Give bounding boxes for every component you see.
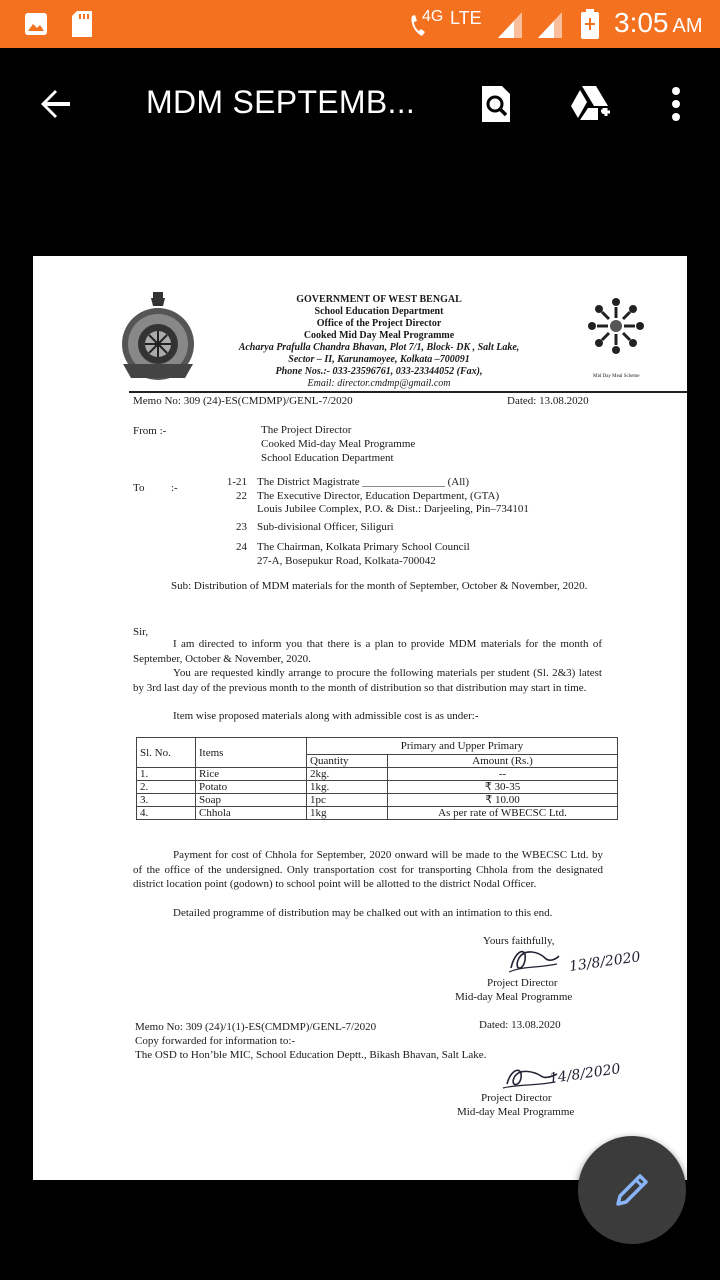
header-government: GOVERNMENT OF WEST BENGAL (296, 294, 462, 305)
body-paragraph-1: I am directed to inform you that there is a plan to provide MDM materials for the month of September, October & November, 2020. (133, 638, 602, 665)
signal-strength-icon (496, 10, 524, 40)
salutation: Sir, (133, 626, 149, 638)
search-document-icon[interactable] (478, 84, 514, 124)
cell-amount: -- (388, 768, 618, 781)
cell-item: Chhola (196, 807, 307, 820)
body-paragraph-4: Payment for cost of Chhola for September, 2020 onward will be made to the WBECSC Ltd. by of the office of the undersigned. Only transportation cost for transporting Chhola from the designated district location point (godown) to school point will be allotted to the district Nodal Officer. (133, 849, 603, 890)
cell-item: Rice (196, 768, 307, 781)
edit-fab-button[interactable] (578, 1136, 686, 1244)
recipient-text: Sub-divisional Officer, Siliguri (257, 521, 394, 533)
body-paragraph-3: Item wise proposed materials along with admissible cost is as under:- (173, 710, 479, 722)
from-line-1: The Project Director (261, 424, 352, 436)
header-office: Office of the Project Director (316, 318, 442, 329)
signer-title: Project Director (487, 977, 558, 989)
to-label: To (133, 482, 145, 494)
copy-forwarded-line: Copy forwarded for information to:- (135, 1035, 296, 1047)
network-type-label: 4G (422, 8, 444, 25)
header-department: School Education Department (314, 306, 444, 317)
cell-qty: 1kg (307, 807, 388, 820)
from-line-2: Cooked Mid-day Meal Programme (261, 438, 416, 450)
table-row (137, 768, 618, 781)
image-notification-icon (24, 12, 48, 36)
sd-card-icon (70, 10, 94, 38)
pencil-edit-icon (612, 1170, 652, 1210)
header-phone: Phone Nos.:- 033-23596761, 033-23344052 (Fax), (275, 366, 483, 377)
header-primary-upper: Primary and Upper Primary (307, 738, 618, 755)
header-slno: Sl. No. (137, 738, 196, 768)
mid-day-meal-logo-icon (581, 296, 651, 358)
subject-line: Sub: Distribution of MDM materials for the month of September, October & November, 2020. (171, 580, 588, 592)
cell-slno: 2. (137, 781, 196, 794)
memo-date: Dated: 13.08.2020 (507, 395, 589, 407)
more-vert-icon[interactable] (668, 86, 684, 122)
table-row (137, 794, 618, 807)
recipient-num: 23 (236, 521, 247, 533)
logo-caption: Mid Day Meal Scheme (593, 374, 640, 379)
cell-item: Potato (196, 781, 307, 794)
document-page[interactable] (33, 256, 687, 1180)
signature-2-date: 14/8/2020 (548, 1061, 622, 1087)
drive-add-icon[interactable] (568, 84, 616, 124)
recipient-text: Louis Jubilee Complex, P.O. & Dist.: Darjeeling, Pin–734101 (257, 503, 529, 515)
header-divider (129, 391, 687, 393)
status-bar (0, 0, 720, 48)
header-address-1: Acharya Prafulla Chandra Bhavan, Plot 7/1, Block- DK , Salt Lake, (238, 342, 520, 353)
signer-org: Mid-day Meal Programme (455, 991, 573, 1003)
cell-qty: 2kg. (307, 768, 388, 781)
signer2-title: Project Director (481, 1092, 552, 1104)
back-arrow-icon[interactable] (38, 86, 74, 122)
cell-item: Soap (196, 794, 307, 807)
from-line-3: School Education Department (261, 452, 394, 464)
signal-strength-icon-2 (536, 10, 564, 40)
cell-qty: 1kg. (307, 781, 388, 794)
recipient-text: The Chairman, Kolkata Primary School Council (257, 541, 470, 553)
body-paragraph-2: You are requested kindly arrange to procure the following materials per student (Sl. 2&3) latest by 3rd last day of the previous month to the month of distribution so that distribution may start in time. (133, 667, 602, 694)
memo-number: Memo No: 309 (24)-ES(CMDMP)/GENL-7/2020 (133, 395, 353, 407)
memo2-number: Memo No: 309 (24)/1(1)-ES(CMDMP)/GENL-7/2020 (135, 1021, 377, 1033)
recipient-num: 22 (236, 490, 247, 502)
header-items: Items (196, 738, 307, 768)
from-label: From :- (133, 425, 167, 437)
battery-charging-icon (580, 8, 600, 40)
document-title: MDM SEPTEMB... (146, 84, 416, 120)
table-row (137, 807, 618, 820)
header-amount: Amount (Rs.) (388, 755, 618, 768)
table-header-row (137, 738, 618, 755)
cell-slno: 3. (137, 794, 196, 807)
signature-1-date: 13/8/2020 (568, 949, 642, 975)
recipient-num: 24 (236, 541, 247, 553)
closing: Yours faithfully, (483, 935, 555, 947)
table-row (137, 781, 618, 794)
header-email: Email: director.cmdmp@gmail.com (307, 378, 451, 389)
memo2-date: Dated: 13.08.2020 (479, 1019, 561, 1031)
signature-1 (505, 942, 561, 976)
items-table (136, 737, 618, 820)
to-colon: :- (171, 482, 178, 494)
west-bengal-emblem-icon (113, 288, 203, 384)
header-quantity: Quantity (307, 755, 388, 768)
recipient-text: The Executive Director, Education Department, (GTA) (257, 490, 500, 502)
recipient-text: The District Magistrate _______________ (All) (257, 476, 470, 488)
app-bar (0, 48, 720, 160)
lte-label: LTE (450, 8, 482, 28)
cell-slno: 4. (137, 807, 196, 820)
cell-amount: As per rate of WBECSC Ltd. (388, 807, 618, 820)
header-programme: Cooked Mid Day Meal Programme (303, 330, 455, 341)
recipient-text: 27-A, Bosepukur Road, Kolkata-700042 (257, 555, 436, 567)
cell-qty: 1pc (307, 794, 388, 807)
recipient-num: 1-21 (226, 476, 247, 488)
cell-amount: ₹ 30-35 (388, 781, 618, 794)
signer2-org: Mid-day Meal Programme (457, 1106, 575, 1118)
cell-amount: ₹ 10.00 (388, 794, 618, 807)
copy-to-line: The OSD to Hon’ble MIC, School Education Deptt., Bikash Bhavan, Salt Lake. (135, 1049, 487, 1061)
body-paragraph-5: Detailed programme of distribution may be chalked out with an intimation to this end. (173, 907, 553, 919)
clock-time: 3:05 AM (614, 7, 703, 38)
header-address-2: Sector – II, Karunamoyee, Kolkata –700091 (288, 354, 470, 365)
cell-slno: 1. (137, 768, 196, 781)
